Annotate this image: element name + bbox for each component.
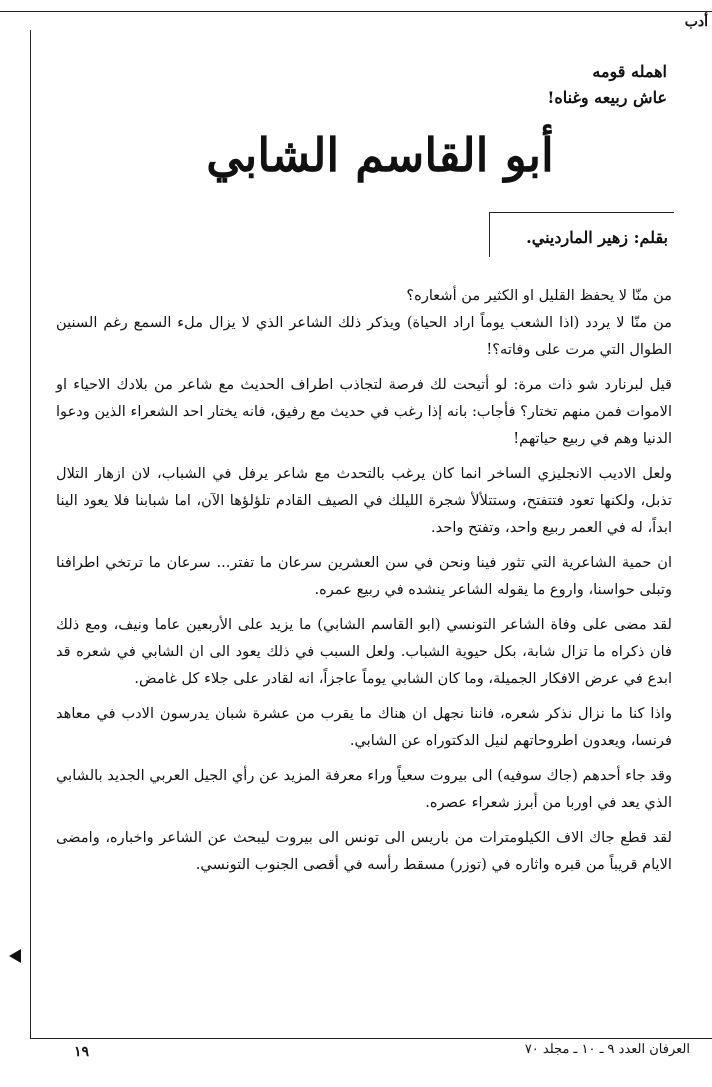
kicker-line-2: عاش ربيعه وغناه! <box>547 88 667 107</box>
byline: بقلم: زهير المارديني. <box>526 228 668 247</box>
left-margin-rule <box>30 30 31 1038</box>
paragraph: من منّا لا يردد (اذا الشعب يوماً اراد الحياة) ويذكر ذلك الشاعر الذي لا يزال ملء السمع رغم السنين الطوال التي مرت على وفاته؟! <box>56 314 672 358</box>
issue-info: العرفان العدد ٩ ـ ١٠ ـ مجلد ٧٠ <box>524 1042 690 1057</box>
bottom-rule <box>30 1038 712 1039</box>
paragraph: وقد جاء أحدهم (جاك سوفيه) الى بيروت سعياً وراء معرفة المزيد عن رأي الجيل العربي الجديد بالشابي الذي يعد في اوربا من أبرز شعراء عصره. <box>56 767 672 811</box>
kicker-line-1: اهمله قومه <box>592 62 667 81</box>
margin-arrow-icon <box>9 949 21 963</box>
page-number: ١٩ <box>74 1044 90 1060</box>
section-label: أدب <box>684 14 708 30</box>
article-body <box>56 282 672 878</box>
paragraph: لقد قطع جاك الاف الكيلومترات من باريس الى تونس الى بيروت ليبحث عن الشاعر واخباره، وامضى الايام قريباً من قبره واثاره في (توزر) مسقط رأسه في أقصى الجنوب التونسي. <box>56 829 672 873</box>
paragraph: واذا كنا ما نزال نذكر شعره، فاننا نجهل ان هناك ما يقرب من عشرة شبان يدرسون الادب في معاهد فرنسا، ويعدون اطروحاتهم لنيل الدكتوراه عن الشابي. <box>56 705 672 749</box>
article-title: أبو القاسم الشابي <box>206 128 554 182</box>
paragraph: من منّا لا يحفظ القليل او الكثير من أشعاره؟ <box>406 287 672 304</box>
paragraph: ان حمية الشاعرية التي تثور فينا ونحن في سن العشرين سرعان ما تفتر... سرعان ما ترتخي اطرافنا وتبلى حواسنا، واروع ما يقوله الشاعر ينشده في ربيع عمره. <box>56 554 672 598</box>
paragraph: لقد مضى على وفاة الشاعر التونسي (ابو القاسم الشابي) ما يزيد على الأربعين عاما ونيف، ومع ذلك فان ذكراه ما تزال شابة، بكل حيوية الشباب. ولعل السبب في ذلك يعود الى ان الشابي في شعره قد ابدع في عرض الافكار الجميلة، وما كان الشابي يوماً عاجزاً، انه لقادر على جلاء كل غامض. <box>56 616 672 687</box>
top-rule <box>0 11 712 12</box>
paragraph: ولعل الاديب الانجليزي الساخر انما كان يرغب بالتحدث مع شاعر يرفل في الشباب، لان ازهار التلال تذبل، ولكنها تعود فتتفتح، وستتلألأ شجرة الليلك في الصيف القادم تلؤلؤها الآن، اما شبابنا فلا يعود الينا ابداً، له في العمر ربيع واحد، وتفتح واحد. <box>56 465 672 536</box>
paragraph: قيل لبرنارد شو ذات مرة: لو أتيحت لك فرصة لتجاذب اطراف الحديث مع شاعر من بلادك الاحياء او الاموات فمن منهم تختار؟ فأجاب: بانه إذا رغب في حديث مع رفيق، فانه يختار احد الشعراء الذين ودعوا الدنيا وهم في ربيع حياتهم! <box>56 376 672 447</box>
